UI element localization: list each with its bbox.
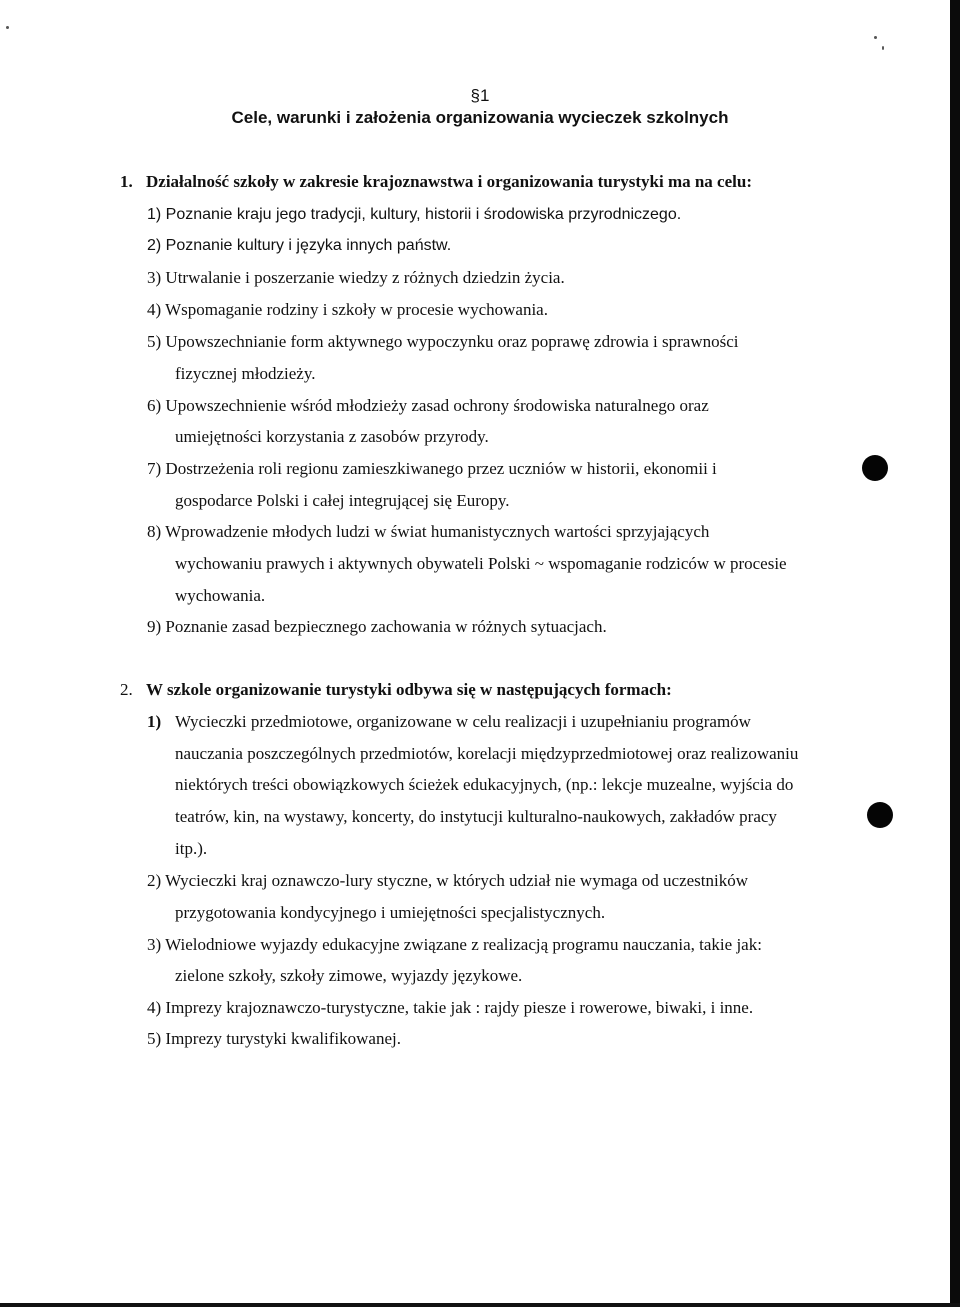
point2-item-1-line xyxy=(147,712,751,732)
section-title: Cele, warunki i założenia organizowania wycieczek szkolnych xyxy=(231,108,729,127)
point2-item-3-cont: zielone szkoły, szkoły zimowe, wyjazdy językowe. xyxy=(175,966,523,985)
point2-item-1-cont1: nauczania poszczególnych przedmiotów, korelacji międzyprzedmiotowej oraz realizowaniu xyxy=(175,744,799,763)
point1-item-8-cont1: wychowaniu prawych i aktywnych obywateli Polski ~ wspomaganie rodziców w procesie xyxy=(175,554,787,573)
scan-edge-shadow xyxy=(950,0,960,1307)
scan-bottom-edge xyxy=(0,1303,960,1307)
point1-item-3: 3) Utrwalanie i poszerzanie wiedzy z różnych dziedzin życia. xyxy=(147,268,565,287)
point2-item-4: 4) Imprezy krajoznawczo-turystyczne, takie jak : rajdy piesze i rowerowe, biwaki, i inne. xyxy=(147,998,754,1017)
point1-item-1: 1) Poznanie kraju jego tradycji, kultury, historii i środowiska przyrodniczego. xyxy=(147,206,682,223)
point2-item-1-cont4: itp.). xyxy=(175,839,208,858)
point1-heading-line xyxy=(120,172,752,192)
punch-hole-top xyxy=(862,455,888,481)
point2-heading-line xyxy=(120,680,672,700)
point1-item-9: 9) Poznanie zasad bezpiecznego zachowania w różnych sytuacjach. xyxy=(147,617,607,636)
point1-item-5: 5) Upowszechnianie form aktywnego wypoczynku oraz poprawę zdrowia i sprawności xyxy=(147,332,739,351)
point2-heading: W szkole organizowanie turystyki odbywa się w następujących formach: xyxy=(146,680,672,699)
point1-item-7-cont: gospodarce Polski i całej integrującej się Europy. xyxy=(175,491,510,510)
point1-number: 1. xyxy=(120,172,133,191)
punch-hole-bottom xyxy=(867,802,893,828)
point1-item-8-cont2: wychowania. xyxy=(175,586,266,605)
point1-item-8: 8) Wprowadzenie młodych ludzi w świat humanistycznych wartości sprzyjających xyxy=(147,522,710,541)
point2-item-5: 5) Imprezy turystyki kwalifikowanej. xyxy=(147,1029,401,1048)
point1-item-6-cont: umiejętności korzystania z zasobów przyrody. xyxy=(175,427,489,446)
scan-speck xyxy=(882,46,884,50)
point2-item-3: 3) Wielodniowe wyjazdy edukacyjne związane z realizacją programu nauczania, takie jak: xyxy=(147,935,762,954)
point1-item-2: 2) Poznanie kultury i języka innych państw. xyxy=(147,237,452,254)
point2-item-1: Wycieczki przedmiotowe, organizowane w celu realizacji i uzupełnianiu programów xyxy=(175,712,751,731)
point1-item-7: 7) Dostrzeżenia roli regionu zamieszkiwanego przez uczniów w historii, ekonomii i xyxy=(147,459,717,478)
point1-item-6: 6) Upowszechnienie wśród młodzieży zasad ochrony środowiska naturalnego oraz xyxy=(147,396,709,415)
point2-item-1-cont3: teatrów, kin, na wystawy, koncerty, do instytucji kulturalno-naukowych, zakładów pracy xyxy=(175,807,777,826)
scan-speck xyxy=(874,36,877,39)
point2-item-1-cont2: niektórych treści obowiązkowych ścieżek edukacyjnych, (np.: lekcje muzealne, wyjścia do xyxy=(175,775,794,794)
point1-item-5-cont: fizycznej młodzieży. xyxy=(175,364,316,383)
point2-item-1-number: 1) xyxy=(147,712,162,731)
point2-item-2-cont: przygotowania kondycyjnego i umiejętności specjalistycznych. xyxy=(175,903,606,922)
point2-number: 2. xyxy=(120,680,133,699)
point1-item-4: 4) Wspomaganie rodziny i szkoły w procesie wychowania. xyxy=(147,300,548,319)
point1-heading: Działalność szkoły w zakresie krajoznawstwa i organizowania turystyki ma na celu: xyxy=(146,172,752,191)
scan-speck xyxy=(6,26,9,29)
section-number: §1 xyxy=(470,86,490,105)
point2-item-2: 2) Wycieczki kraj oznawczo-lury styczne, w których udział nie wymaga od uczestników xyxy=(147,871,748,890)
